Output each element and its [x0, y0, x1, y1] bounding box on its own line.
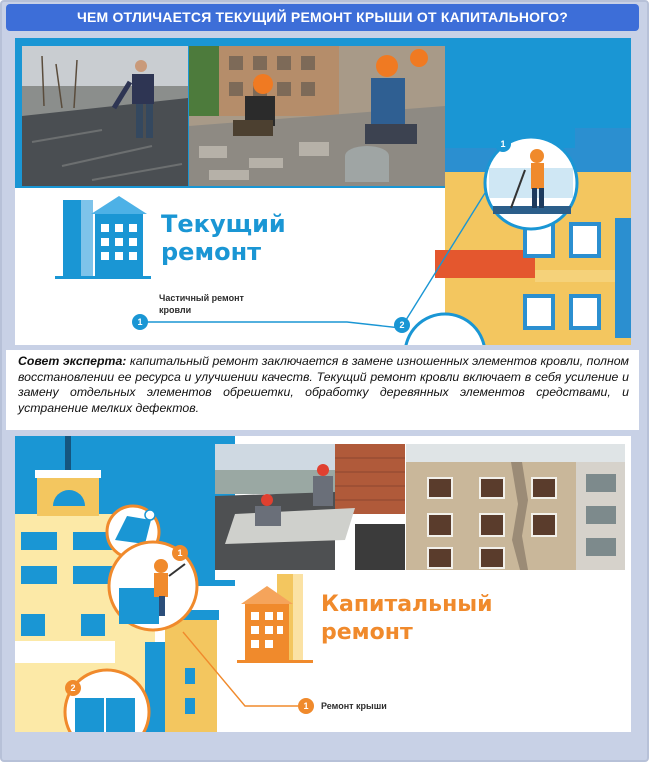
capital-bubble-2: 2	[70, 683, 76, 693]
marker-1-top: 1	[500, 139, 506, 149]
photo-roll-roofing	[215, 444, 405, 570]
photo-roof-workers	[189, 46, 445, 186]
capital-caption: Ремонт крыши	[321, 701, 387, 711]
current-repair-heading-2: ремонт	[161, 238, 262, 266]
capital-repair-panel	[15, 436, 631, 732]
advice-text: капитальный ремонт заключается в замене изношенных элементов кровли, полном восстановлении ее ресурса и улучшении качеств. Текущий ремонт кровли включает в себя усиление и замену отдельных элементов обрешетки, обработку деревянных элементов средствами, и устранение мелких дефектов.	[18, 354, 629, 415]
current-caption-line1: Частичный ремонт	[159, 293, 244, 303]
capital-bubble-1: 1	[177, 548, 183, 558]
photo-old-facade	[406, 444, 625, 570]
current-caption-line2: кровли	[159, 305, 192, 315]
page-title: ЧЕМ ОТЛИЧАЕТСЯ ТЕКУЩИЙ РЕМОНТ КРЫШИ ОТ КАПИТАЛЬНОГО?	[6, 4, 639, 31]
current-repair-heading-1: Текущий	[161, 210, 286, 238]
photo-worn-roof	[22, 46, 188, 186]
marker-1-caption: 1	[137, 317, 143, 327]
capital-repair-heading-1: Капитальный	[321, 592, 493, 617]
capital-repair-heading-2: ремонт	[321, 620, 413, 645]
expert-advice	[6, 350, 639, 430]
capital-marker-1: 1	[303, 701, 309, 711]
current-repair-panel	[15, 38, 631, 345]
marker-2: 2	[399, 320, 405, 330]
advice-label: Совет эксперта:	[18, 354, 127, 368]
